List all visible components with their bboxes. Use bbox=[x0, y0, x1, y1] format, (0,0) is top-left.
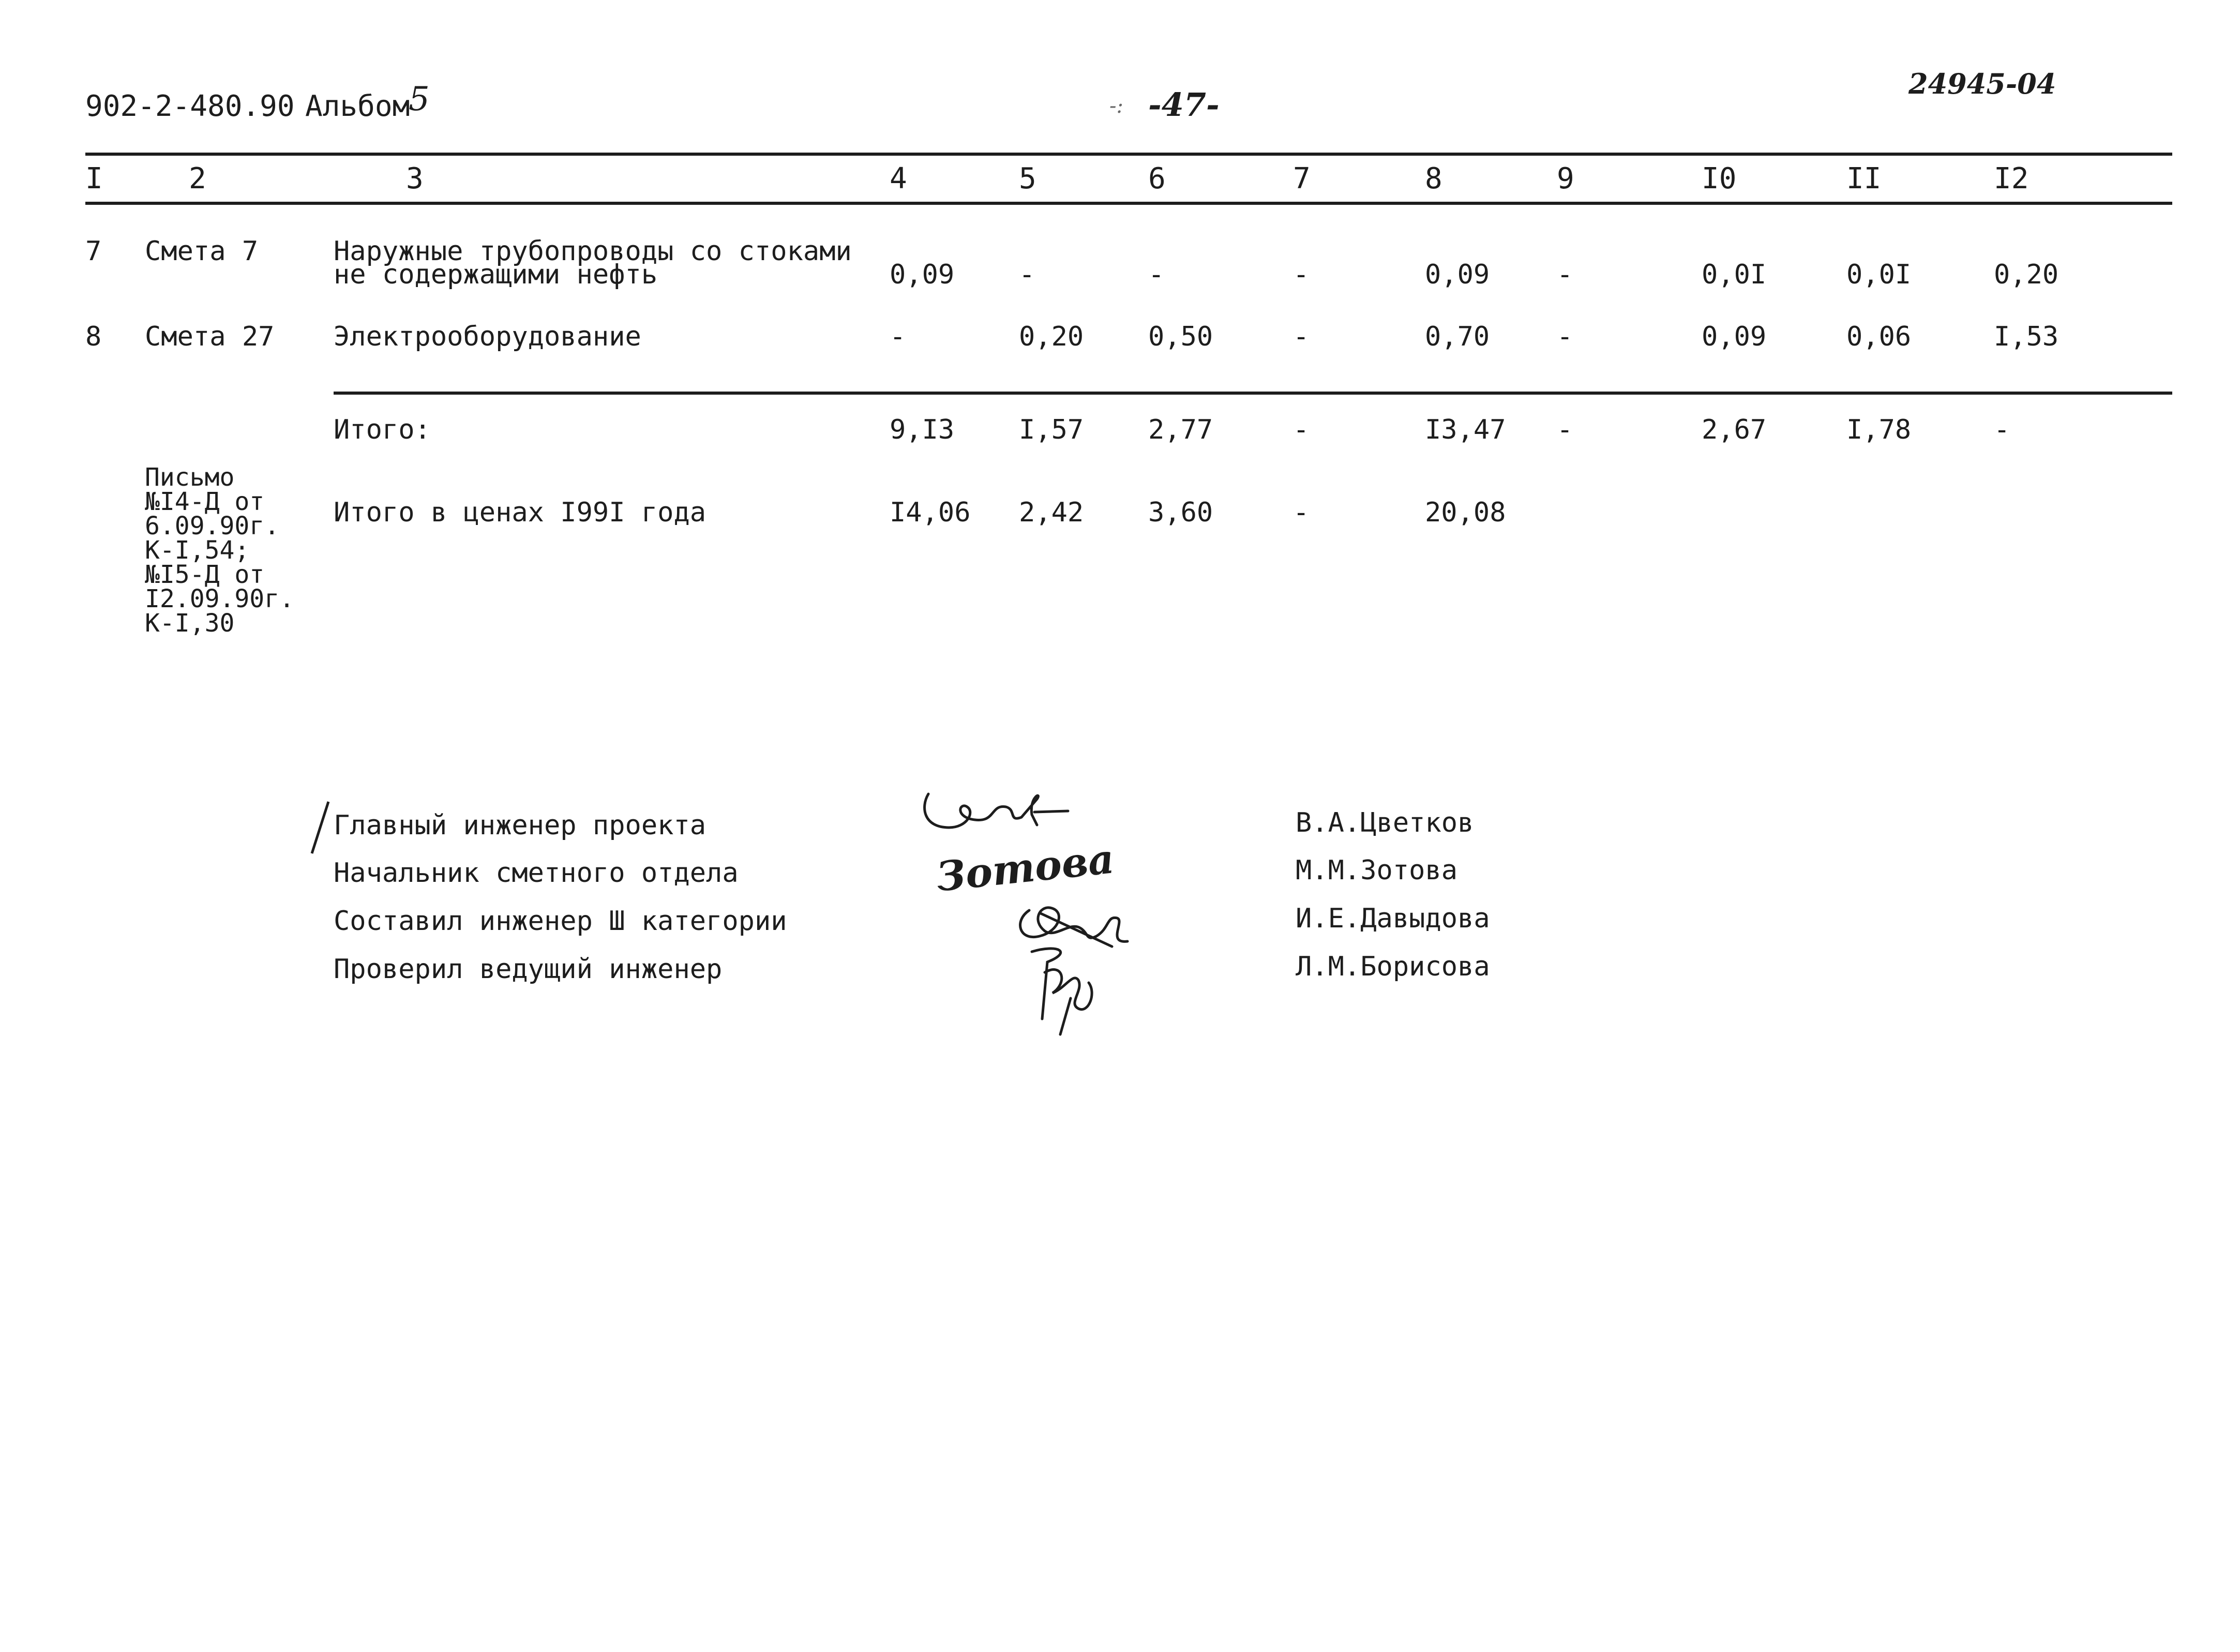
inventory-number: 24945-04 bbox=[1908, 67, 2056, 100]
column-header: I bbox=[85, 162, 103, 196]
signatory-role: Составил инженер Ш категории bbox=[334, 906, 787, 937]
total-value: I3,47 bbox=[1425, 414, 1506, 445]
total-value: 2,67 bbox=[1702, 414, 1767, 445]
total-value: I,78 bbox=[1846, 414, 1912, 445]
total-1991-value: I4,06 bbox=[890, 497, 971, 528]
cell-value: - bbox=[1148, 259, 1165, 290]
signatory-name: В.А.Цветков bbox=[1296, 807, 1474, 838]
cell-value: - bbox=[1019, 259, 1035, 290]
cell-value: 0,50 bbox=[1148, 321, 1213, 352]
table-top-rule bbox=[85, 153, 2172, 156]
signatory-name: И.Е.Давыдова bbox=[1296, 903, 1490, 934]
cell-value: 0,0I bbox=[1846, 259, 1912, 290]
signature-tsvetkov bbox=[918, 776, 1073, 838]
total-value: 2,77 bbox=[1148, 414, 1213, 445]
cell-value: 0,20 bbox=[1019, 321, 1084, 352]
page-number: -47- bbox=[1148, 86, 1220, 124]
cell-value: 0,20 bbox=[1994, 259, 2059, 290]
cell-value: - bbox=[890, 321, 906, 352]
row-reference: Смета 27 bbox=[145, 321, 275, 352]
column-header: 7 bbox=[1293, 162, 1311, 196]
total-value: - bbox=[1557, 414, 1573, 445]
total-value: 9,I3 bbox=[890, 414, 955, 445]
cell-value: 0,70 bbox=[1425, 321, 1490, 352]
album-label: Альбом bbox=[305, 89, 410, 123]
cell-value: - bbox=[1293, 259, 1310, 290]
column-header: 3 bbox=[406, 162, 424, 196]
signature-borisova bbox=[1016, 941, 1109, 1040]
row-name: Наружные трубопроводы со стоками bbox=[334, 236, 852, 267]
coefficient-note: Письмо №I4-Д от 6.09.90г. К-I,54; №I5-Д от I2.09.90г. К-I,30 bbox=[145, 463, 294, 638]
table-header-bottom-rule bbox=[85, 202, 2172, 205]
total-1991-value: 20,08 bbox=[1425, 497, 1506, 528]
total-rule bbox=[334, 392, 2172, 395]
column-header: I0 bbox=[1702, 162, 1737, 196]
total-value: - bbox=[1994, 414, 2010, 445]
row-name: не содержащими нефть bbox=[334, 259, 658, 290]
cell-value: 0,0I bbox=[1702, 259, 1767, 290]
signatory-role: Проверил ведущий инженер bbox=[334, 954, 723, 985]
cell-value: 0,09 bbox=[1702, 321, 1767, 352]
signatory-name: Л.М.Борисова bbox=[1296, 951, 1490, 982]
column-header: II bbox=[1846, 162, 1882, 196]
signature-zotova: Зотова bbox=[934, 835, 1117, 901]
column-header: 2 bbox=[189, 162, 206, 196]
total-1991-label: Итого в ценах I99I года bbox=[334, 497, 706, 528]
column-header: 9 bbox=[1557, 162, 1574, 196]
document-code: 902-2-480.90 bbox=[85, 89, 295, 123]
cell-value: I,53 bbox=[1994, 321, 2059, 352]
total-label: Итого: bbox=[334, 414, 431, 445]
column-header: 6 bbox=[1148, 162, 1166, 196]
column-header: 4 bbox=[890, 162, 907, 196]
total-value: - bbox=[1293, 414, 1310, 445]
cell-value: - bbox=[1557, 259, 1573, 290]
total-1991-value: 3,60 bbox=[1148, 497, 1213, 528]
cell-value: 0,06 bbox=[1846, 321, 1912, 352]
total-1991-value: - bbox=[1293, 497, 1310, 528]
row-number: 7 bbox=[85, 236, 102, 267]
cell-value: 0,09 bbox=[890, 259, 955, 290]
cell-value: 0,09 bbox=[1425, 259, 1490, 290]
row-name: Электрооборудование bbox=[334, 321, 641, 352]
column-header: I2 bbox=[1994, 162, 2029, 196]
signatory-name: М.М.Зотова bbox=[1296, 855, 1458, 886]
total-value: I,57 bbox=[1019, 414, 1084, 445]
signatory-role: Главный инженер проекта bbox=[334, 810, 706, 841]
row-number: 8 bbox=[85, 321, 102, 352]
signatory-role: Начальник сметного отдела bbox=[334, 858, 739, 889]
column-header: 8 bbox=[1425, 162, 1442, 196]
row-reference: Смета 7 bbox=[145, 236, 259, 267]
album-number: 5 bbox=[409, 80, 430, 118]
cell-value: - bbox=[1557, 321, 1573, 352]
total-1991-value: 2,42 bbox=[1019, 497, 1084, 528]
page-number-mark: -: bbox=[1109, 94, 1123, 118]
cell-value: - bbox=[1293, 321, 1310, 352]
column-header: 5 bbox=[1019, 162, 1036, 196]
